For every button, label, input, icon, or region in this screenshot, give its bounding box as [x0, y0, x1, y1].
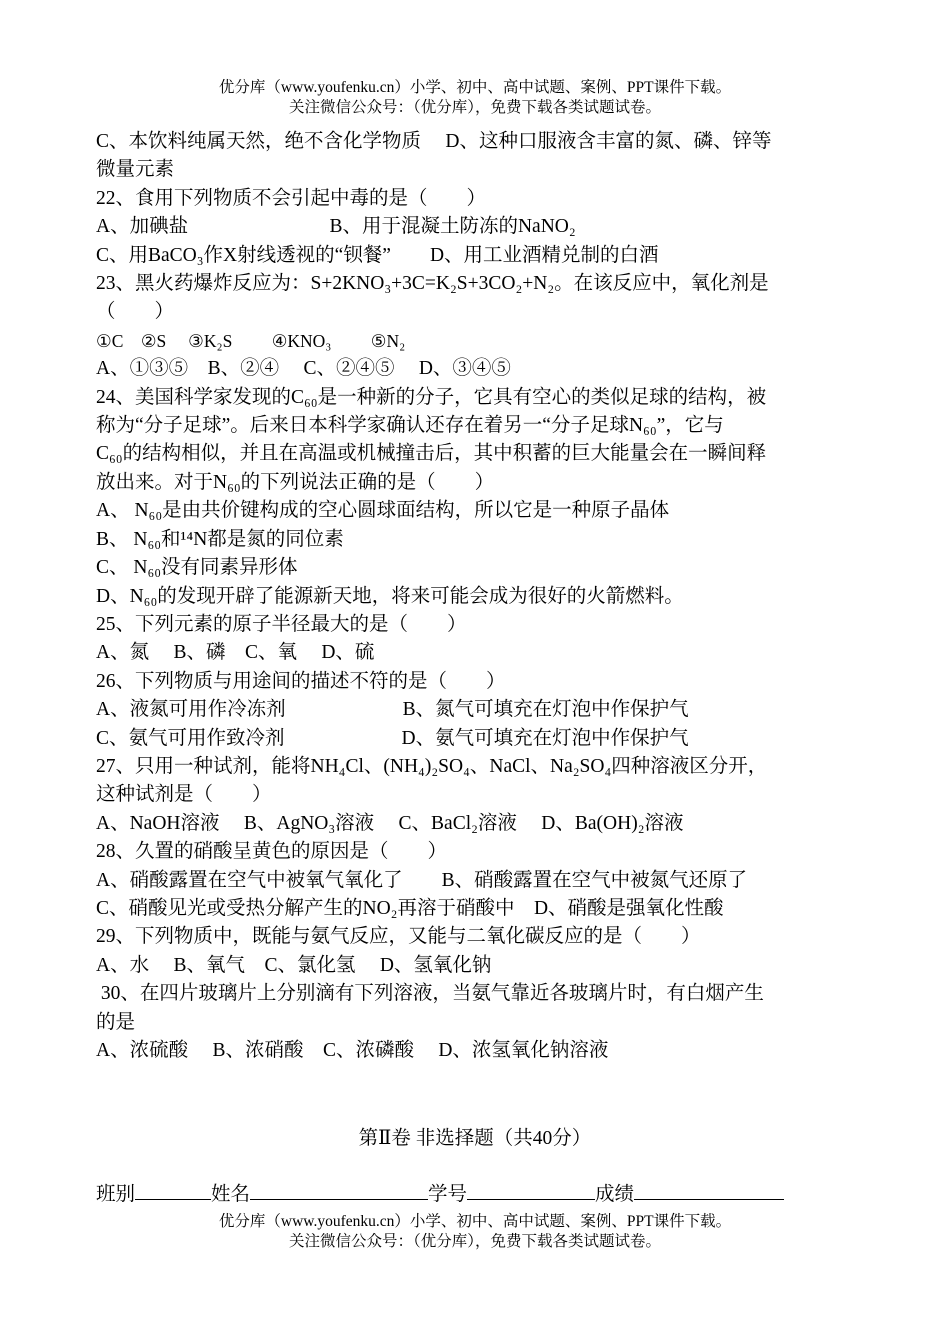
- text-line: ①C ②S ③K₂S ④KNO₃ ⑤N₂: [96, 330, 406, 351]
- question-26: 26、下列物质与用途间的描述不符的是（ ）: [96, 670, 506, 692]
- question-29: 29、下列物质中，既能与氨气反应，又能与二氧化碳反应的是（ ）: [96, 926, 701, 948]
- text-line: 称为“分子足球”。后来日本科学家确认还存在着另一“分子足球N₆₀”，它与: [96, 415, 724, 437]
- footer-line-2: 关注微信公众号：（优分库），免费下载各类试题试卷。: [288, 1233, 661, 1250]
- text-line: A、NaOH溶液 B、AgNO₃溶液 C、BaCl₂溶液 D、Ba(OH)₂溶液: [96, 812, 684, 834]
- text-line: C、用BaCO₃作X射线透视的“钡餐” D、用工业酒精兑制的白酒: [96, 244, 659, 266]
- header-line-1: 优分库（www.youfenku.cn）小学、初中、高中试题、案例、PPT课件下载。: [218, 79, 732, 96]
- id-field[interactable]: [467, 1179, 595, 1200]
- question-25: 25、下列元素的原子半径最大的是（ ）: [96, 613, 467, 635]
- text-line: D、N₆₀的发现开辟了能源新天地，将来可能会成为很好的火箭燃料。: [96, 585, 684, 607]
- text-line: C、氨气可用作致冷剂 D、氨气可填充在灯泡中作保护气: [96, 727, 689, 749]
- text-line: C、 N₆₀没有同素异形体: [96, 557, 298, 579]
- name-field[interactable]: [250, 1179, 428, 1200]
- question-23: 23、黑火药爆炸反应为：S+2KNO₃+3C=K₂S+3CO₂+N₂。在该反应中，氧化剂是: [96, 273, 769, 295]
- question-24: 24、美国科学家发现的C₆₀是一种新的分子，它具有空心的类似足球的结构，被: [96, 386, 767, 408]
- text-line: B、 N₆₀和¹⁴N都是氮的同位素: [96, 528, 344, 550]
- text-line: A、 N₆₀是由共价键构成的空心圆球面结构，所以它是一种原子晶体: [96, 500, 670, 522]
- question-body: [96, 128, 856, 1065]
- text-line: 微量元素: [96, 159, 175, 181]
- question-28: 28、久置的硝酸呈黄色的原因是（ ）: [96, 841, 448, 863]
- question-30: 30、在四片玻璃片上分别滴有下列溶液，当氨气靠近各玻璃片时，有白烟产生: [96, 983, 764, 1005]
- text-line: A、硝酸露置在空气中被氧气氧化了 B、硝酸露置在空气中被氮气还原了: [96, 869, 748, 891]
- name-label: 姓名: [211, 1184, 251, 1205]
- page-header: [0, 78, 950, 118]
- header-line-2: 关注微信公众号：（优分库），免费下载各类试题试卷。: [288, 99, 661, 116]
- id-label: 学号: [428, 1184, 468, 1205]
- text-line: A、氮 B、磷 C、氧 D、硫: [96, 642, 375, 664]
- student-info-row: [96, 1178, 784, 1206]
- class-label: 班别: [96, 1184, 136, 1205]
- footer-line-1: 优分库（www.youfenku.cn）小学、初中、高中试题、案例、PPT课件下载。: [218, 1213, 732, 1230]
- class-field[interactable]: [135, 1179, 211, 1200]
- text-line: C₆₀的结构相似，并且在高温或机械撞击后，其中积蓄的巨大能量会在一瞬间释: [96, 443, 767, 465]
- section-title: 第Ⅱ卷 非选择题（共40分）: [358, 1128, 592, 1149]
- text-line: 这种试剂是（ ）: [96, 784, 272, 806]
- page-footer: [0, 1212, 950, 1252]
- score-label: 成绩: [595, 1184, 635, 1205]
- text-line: C、硝酸见光或受热分解产生的NO₂再溶于硝酸中 D、硝酸是强氧化性酸: [96, 897, 724, 919]
- question-27: 27、只用一种试剂，能将NH₄Cl、(NH₄)₂SO₄、NaCl、Na₂SO₄四种溶液区分开，: [96, 755, 768, 777]
- text-line: A、水 B、氧气 C、氯化氢 D、氢氧化钠: [96, 954, 492, 976]
- score-field[interactable]: [634, 1179, 784, 1200]
- question-22: 22、食用下列物质不会引起中毒的是（ ）: [96, 187, 487, 209]
- text-line: A、①③⑤ B、②④ C、②④⑤ D、③④⑤: [96, 358, 511, 380]
- text-line: 的是: [96, 1011, 136, 1033]
- text-line: A、加碘盐 B、用于混凝土防冻的NaNO₂: [96, 216, 576, 238]
- text-line: （ ）: [96, 301, 175, 323]
- text-line: C、本饮料纯属天然，绝不含化学物质 D、这种口服液含丰富的氮、磷、锌等: [96, 131, 772, 152]
- text-line: A、液氮可用作冷冻剂 B、氮气可填充在灯泡中作保护气: [96, 699, 689, 721]
- text-line: 放出来。对于N₆₀的下列说法正确的是（ ）: [96, 471, 495, 493]
- text-line: A、浓硫酸 B、浓硝酸 C、浓磷酸 D、浓氢氧化钠溶液: [96, 1040, 609, 1061]
